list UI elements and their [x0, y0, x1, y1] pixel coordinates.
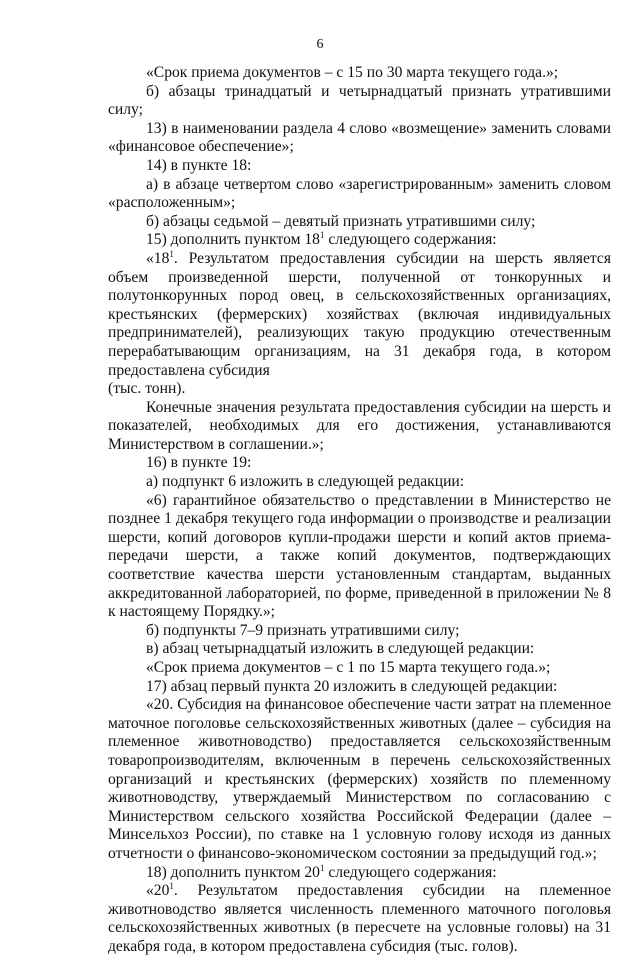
paragraph: «20. Субсидия на финансовое обеспечение части затрат на племенное маточное поголовье сельскохозяйственных животных (далее – субсидия на племенное животноводство) предоставляется сельскохозяйственным товаропроизводителям, включенным в перечень сельскохозяйственных организаций и крестьянских (фермерских) хозяйств по племенному животноводству, утверждаемый Министерством по согласованию с Министерством сельского хозяйства Российской Федерации (далее – Минсельхоз России), по ставке на 1 условную голову исходя из данных отчетности о финансово-экономическом состоянии за предыдущий год.»; [108, 696, 611, 862]
paragraph-text: 15) дополнить пунктом 18 [146, 231, 320, 249]
paragraph: «Срок приема документов – с 15 по 30 марта текущего года.»; [146, 64, 559, 81]
paragraph: (тыс. тонн). [108, 380, 186, 398]
superscript: 1 [319, 862, 325, 873]
paragraph: б) подпункты 7–9 признать утратившими силу; [146, 621, 460, 639]
paragraph: «Срок приема документов – с 1 по 15 марта текущего года.»; [146, 659, 551, 676]
paragraph-text: «18 [146, 249, 170, 267]
paragraph: 14) в пункте 18: [146, 156, 252, 174]
paragraph: Конечные значения результата предоставления субсидии на шерсть и показателей, необходимых для его достижения, устанавливаются Министерством в соглашении.»; [108, 398, 611, 453]
paragraph: в) абзац четырнадцатый изложить в следующей редакции: [146, 640, 535, 658]
paragraph-text: следующего содержания: [324, 863, 497, 881]
paragraph: 17) абзац первый пункта 20 изложить в следующей редакции: [146, 677, 558, 695]
page-number: 6 [316, 37, 324, 52]
paragraph: б) абзацы тринадцатый и четырнадцатый признать утратившими силу; [108, 82, 611, 119]
paragraph-text: следующего содержания: [324, 231, 497, 249]
paragraph: а) в абзаце четвертом слово «зарегистрированным» заменить словом «расположенным»; [108, 175, 611, 212]
paragraph-text: «20 [146, 882, 170, 900]
paragraph-text: . Результатом предоставления субсидии на шерсть является объем произведенной шерсти, полученной от тонкорунных и полутонкорунных пород овец, в сельскохозяйственных организациях, крестьянских (фермерских) хозяйствах (включая индивидуальных предпринимателей), реализующих такую продукцию отечественным перерабатывающим организациям, на 31 декабря года, в котором предоставлена субсидия [108, 249, 611, 379]
paragraph: «6) гарантийное обязательство о представлении в Министерство не позднее 1 декабря текущего года информации о производстве и реализации шерсти, копий договоров купли-продажи шерсти и копий актов приема-передачи шерсти, а также копий документов, подтверждающих соответствие качества шерсти установленным стандартам, выданных аккредитованной лабораторией, по форме, приведенной в приложении № 8 к настоящему Порядку.»; [108, 491, 611, 621]
paragraph [108, 864, 611, 883]
paragraph [108, 250, 611, 380]
superscript: 1 [169, 880, 174, 891]
paragraph-text: . Результатом предоставления субсидии на племенное животноводство является численность племенного маточного поголовья сельскохозяйственных животных (в пересчете на условные головы) на 31 декабря года, в котором предоставлена субсидия (тыс. голов). [108, 882, 611, 955]
paragraph: 16) в пункте 19: [146, 454, 252, 472]
document-body [108, 64, 611, 957]
paragraph: а) подпункт 6 изложить в следующей редакции: [146, 473, 465, 491]
paragraph [108, 882, 611, 956]
paragraph: 13) в наименовании раздела 4 слово «возмещение» заменить словами «финансовое обеспечение»; [108, 119, 611, 156]
superscript: 1 [319, 230, 325, 241]
superscript: 1 [169, 248, 174, 259]
paragraph-text: 18) дополнить пунктом 20 [146, 863, 320, 881]
paragraph: б) абзацы седьмой – девятый признать утратившими силу; [146, 212, 536, 230]
paragraph [108, 231, 611, 250]
